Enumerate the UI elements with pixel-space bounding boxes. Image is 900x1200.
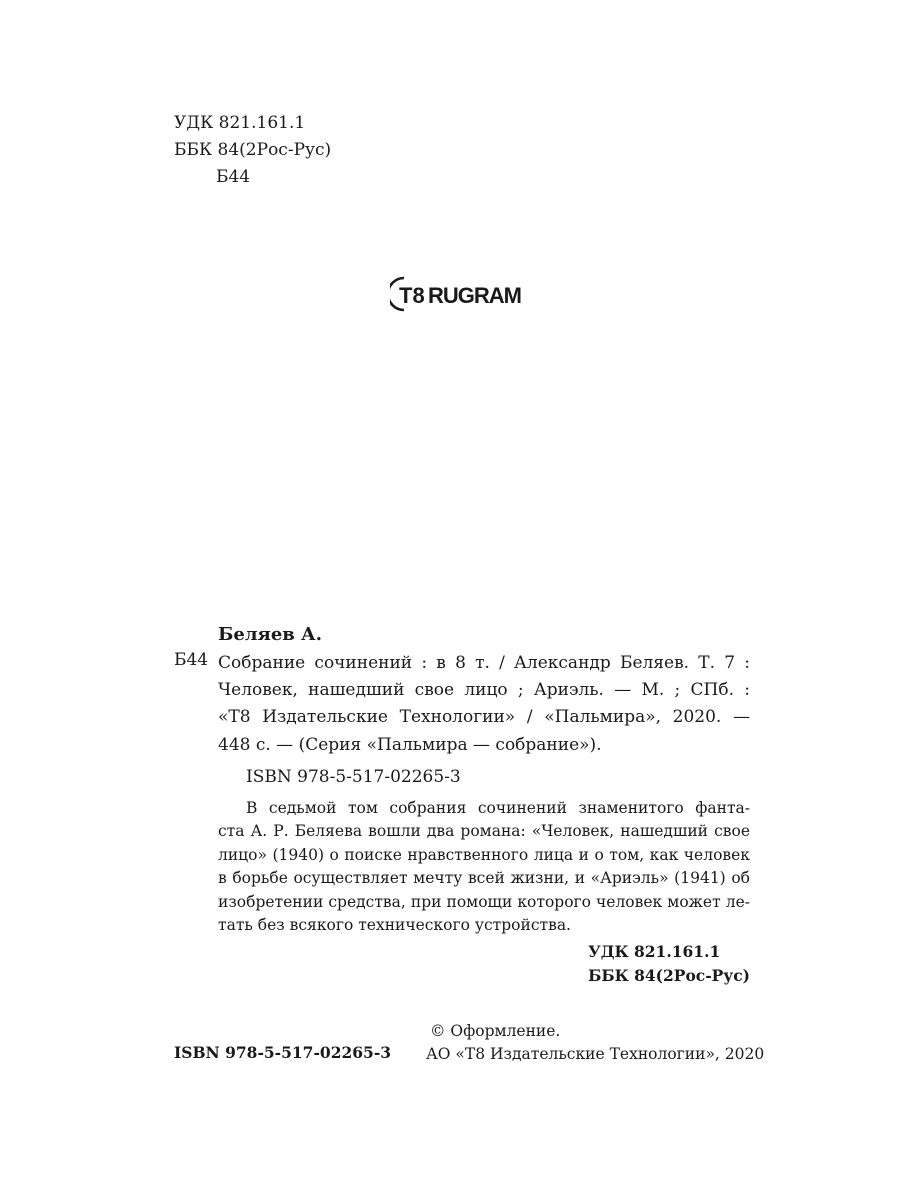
biblio-line: 448 с. — (Серия «Пальмира — собрание»). — [218, 734, 602, 755]
record-author: Беляев А. — [218, 624, 322, 645]
t8-rugram-logo-icon — [390, 272, 540, 316]
bibliographic-description — [218, 650, 750, 759]
copyright-notice — [426, 1020, 765, 1066]
svg-text:T8: T8 — [399, 283, 425, 308]
annotation-line: ста А. Р. Беляева вошли два романа: «Человек, нашедший свое — [218, 822, 750, 841]
annotation-line: в борьбе осуществляет мечту всей жизни, и «Ариэль» (1941) об — [218, 869, 750, 888]
footer-isbn: ISBN 978-5-517-02265-3 — [174, 1043, 392, 1062]
copyright-line-1: © Оформление. — [430, 1022, 561, 1040]
biblio-line: «Т8 Издательские Технологии» / «Пальмира», 2020. — — [218, 707, 750, 728]
footer-classification-codes — [588, 940, 750, 988]
annotation-line: изобретении средства, при помощи которого человек может ле- — [218, 892, 750, 911]
biblio-line: Собрание сочинений : в 8 т. / Александр Беляев. Т. 7 : — [218, 653, 750, 673]
annotation — [218, 797, 750, 937]
biblio-line: Человек, нашедший свое лицо ; Ариэль. — М. ; СПб. : — [218, 680, 750, 701]
copyright-line-2: АО «Т8 Издательские Технологии», 2020 — [426, 1045, 765, 1063]
annotation-line: В седьмой том собрания сочинений знаменитого фанта- — [246, 799, 750, 817]
svg-text:RUGRAM: RUGRAM — [428, 283, 521, 308]
classification-codes — [174, 110, 331, 191]
author-mark: Б44 — [216, 167, 251, 187]
bbk-code: ББК 84(2Рос-Рус) — [174, 140, 332, 160]
udk-code: УДК 821.161.1 — [174, 113, 306, 133]
record-author-mark: Б44 — [174, 650, 209, 670]
annotation-line: тать без всякого технического устройства. — [218, 916, 571, 935]
publisher-logo — [390, 272, 540, 316]
annotation-line: лицо» (1940) о поиске нравственного лица и о том, как человек — [218, 845, 750, 864]
footer-bbk-code: ББК 84(2Рос-Рус) — [588, 966, 750, 985]
record-isbn: ISBN 978-5-517-02265-3 — [246, 767, 461, 787]
footer-udk-code: УДК 821.161.1 — [588, 942, 721, 961]
